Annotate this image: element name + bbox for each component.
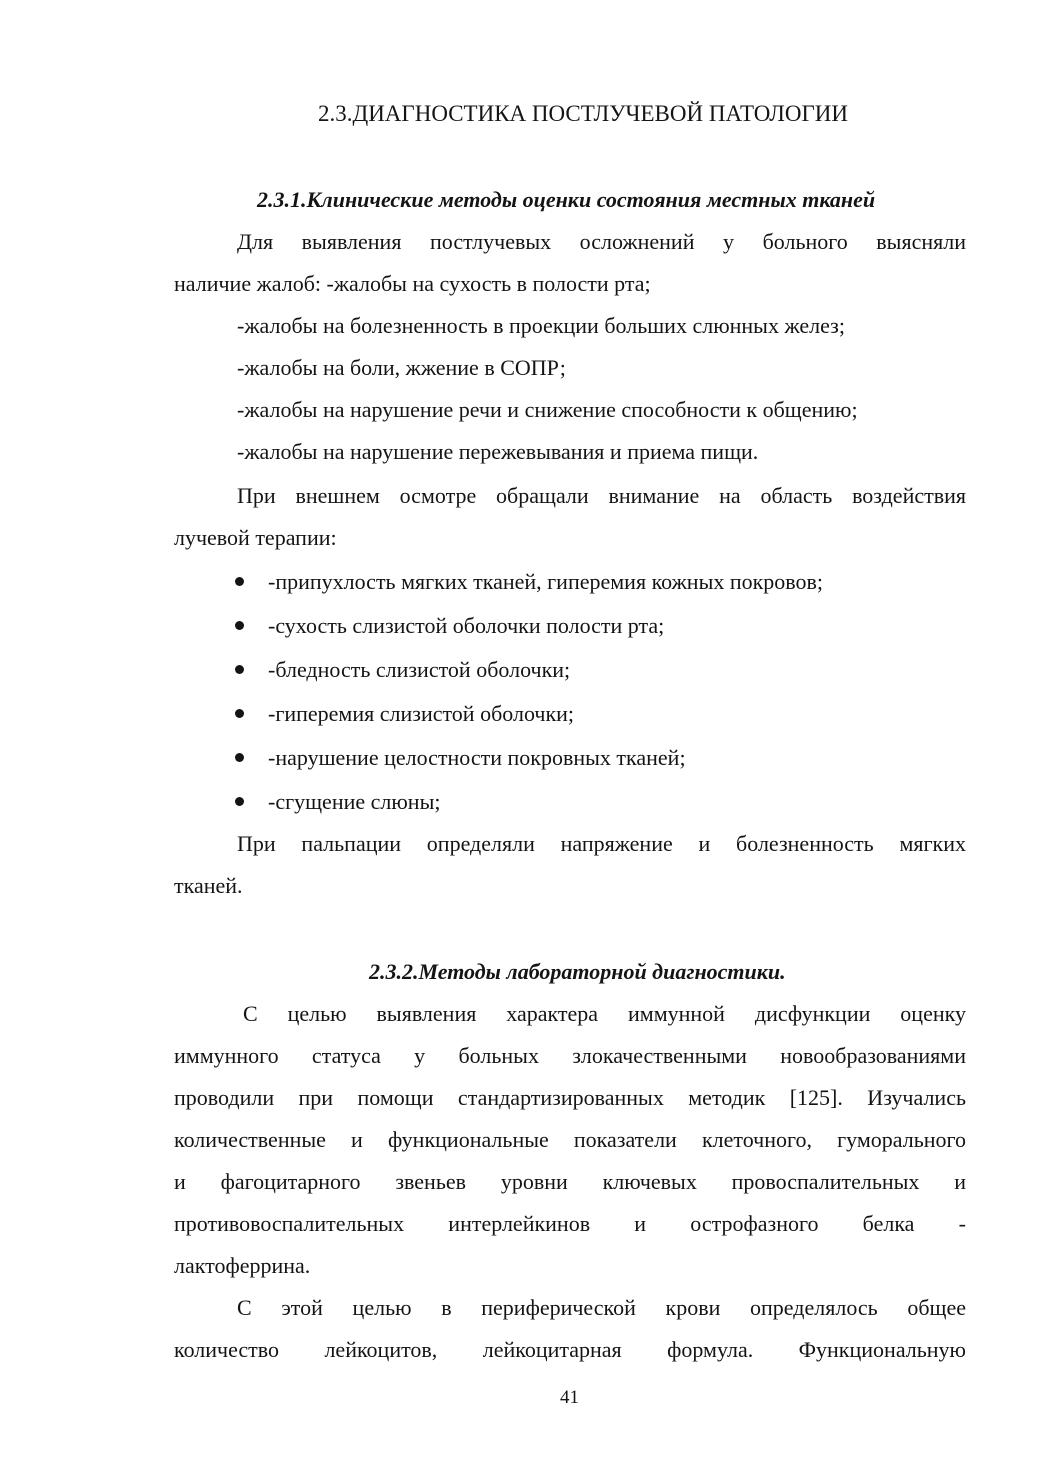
bullet-icon <box>235 709 244 718</box>
bullet-icon <box>235 797 244 806</box>
list-item-text: -бледность слизистой оболочки; <box>268 657 571 682</box>
bullet-icon <box>235 753 244 762</box>
intro-line-2: наличие жалоб: -жалобы на сухость в полости рта; <box>174 271 651 296</box>
lab-para1-line: лактоферрина. <box>174 1253 311 1278</box>
exam-line-2: лучевой терапии: <box>174 525 337 550</box>
section-title: 2.3.ДИАГНОСТИКА ПОСТЛУЧЕВОЙ ПАТОЛОГИИ <box>318 101 848 126</box>
lab-para1-line: противовоспалительных интерлейкинов и острофазного белка - <box>174 1211 966 1236</box>
page-number: 41 <box>560 1387 579 1408</box>
exam-line-1: При внешнем осмотре обращали внимание на область воздействия <box>237 483 966 508</box>
subsection-heading-clinical: 2.3.1.Клинические методы оценки состояния местных тканей <box>257 187 876 212</box>
lab-para2-line: количество лейкоцитов, лейкоцитарная формула. Функциональную <box>174 1337 966 1362</box>
intro-line-1: Для выявления постлучевых осложнений у больного выясняли <box>237 229 966 254</box>
list-item-text: -гиперемия слизистой оболочки; <box>268 701 575 726</box>
complaint-text: -жалобы на нарушение речи и снижение способности к общению; <box>237 397 858 422</box>
complaint-text: -жалобы на боли, жжение в СОПР; <box>237 355 566 380</box>
bullet-icon <box>235 577 244 586</box>
list-item-text: -сгущение слюны; <box>268 789 441 814</box>
lab-para1-line: С целью выявления характера иммунной дисфункции оценку <box>243 1001 966 1026</box>
complaint-text: -жалобы на нарушение пережевывания и приема пищи. <box>237 439 759 464</box>
list-item-text: -сухость слизистой оболочки полости рта; <box>268 613 665 638</box>
lab-para1-line: количественные и функциональные показатели клеточного, гуморального <box>174 1127 966 1152</box>
bullet-icon <box>235 621 244 630</box>
lab-para2-line: С этой целью в периферической крови определялось общее <box>237 1295 966 1320</box>
lab-para1-line: иммунного статуса у больных злокачественными новообразованиями <box>174 1043 966 1068</box>
palpation-line-2: тканей. <box>174 873 243 898</box>
list-item-text: -припухлость мягких тканей, гиперемия кожных покровов; <box>268 569 824 594</box>
list-item-text: -нарушение целостности покровных тканей; <box>268 745 686 770</box>
complaint-text: -жалобы на болезненность в проекции больших слюнных желез; <box>237 313 845 338</box>
palpation-line-1: При пальпации определяли напряжение и болезненность мягких <box>237 831 966 856</box>
subsection-heading-lab: 2.3.2.Методы лабораторной диагностики. <box>369 959 786 984</box>
lab-para1-line: проводили при помощи стандартизированных методик [125]. Изучались <box>174 1085 966 1110</box>
bullet-icon <box>235 665 244 674</box>
lab-para1-line: и фагоцитарного звеньев уровни ключевых провоспалительных и <box>174 1169 966 1194</box>
